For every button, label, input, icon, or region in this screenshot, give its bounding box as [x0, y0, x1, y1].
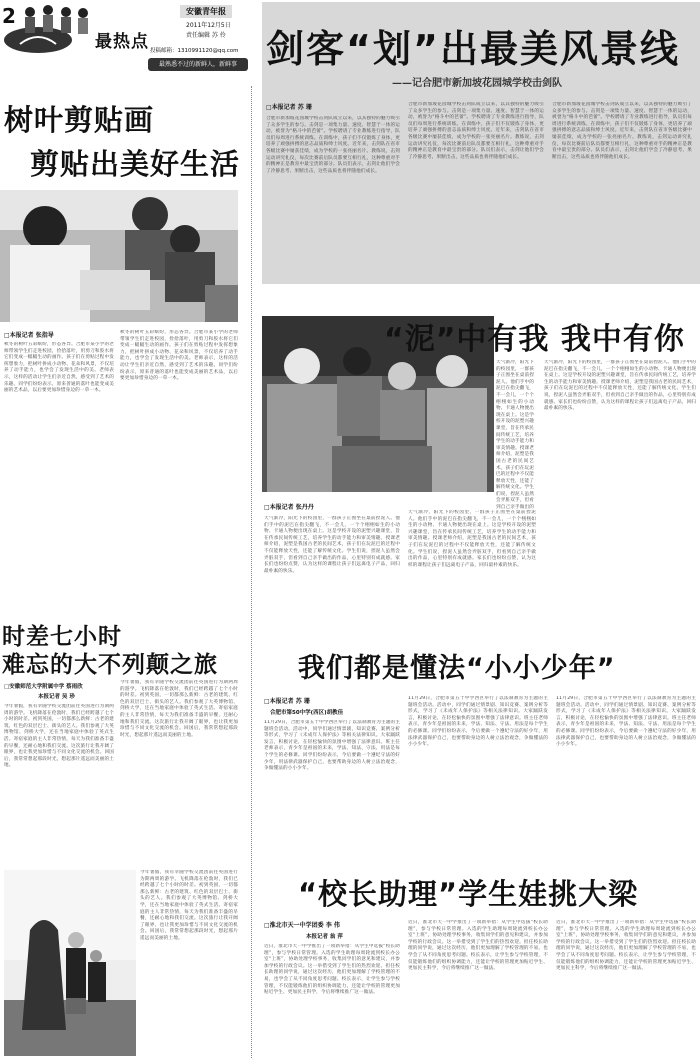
assistant-body-col2: 近日，淮北市天一中学推出了一项新举措：从学生中选拔“校长助理”，参与学校日常管理。入选的学生助理每周轮流到校长办公室“上班”，协助处理学校事务，收集同学们的意见和建议，并参加学校的行政会议。这一举措受到了学生们的热烈欢迎。担任校长助理的同学说，通过这次经历，他们更加理解了学校管理的不易，也学会了从不同角度思考问题。校长表示，让学生参与学校管理，不仅能锻炼他们的组织协调能力，还能让学校的管理更加贴近学生、更加民主科学，今后将继续推广这一做法。 — [408, 920, 548, 972]
law-byline-2: 合肥市第50中学(西区)胡教佳 — [270, 710, 344, 716]
assistant-byline-1: □淮北市天一中学团委 李 伟 — [264, 922, 340, 929]
leaf-headline-line1: 树叶剪贴画 — [4, 103, 155, 137]
assistant-headline: “校长助理”学生娃挑大梁 — [298, 877, 639, 911]
timezone-photo-image — [4, 870, 136, 1056]
leaf-body-col2: 秋冬的树叶五彩缤纷，形态各异。合肥市某小学的老师带领学生们走进校园，捡拾落叶，用剪刀和胶水将它们变成一幅幅生动的画作。孩子们在剪贴过程中发挥想象力，把树叶拼成小动物、花朵和风景，不仅培养了动手能力，也学会了发现生活中的美。老师表示，这样的活动让学生们亲近自然，感受到了艺术的乐趣。同学们纷纷表示，原来普通的落叶也能变成美丽的艺术品，以后要更加珍惜身边的一草一木。 — [120, 330, 238, 382]
timezone-headline-line1: 时差七小时 — [2, 624, 122, 650]
mud-body-col3: 天气渐冷，阳光下的校园里，一群孩子正围坐在桌前捏泥人。他们手中的泥巴在指尖翻飞，不一会儿，一个个栩栩如生的小动物、卡通人物便出现在桌上。这是学校开设的泥塑兴趣课堂，旨在传承民间传统工艺，培养学生的动手能力和审美情趣。授课老师介绍，泥塑是我国古老的民间艺术，孩子们在玩泥巴的过程中不仅能释放天性，还能了解传统文化。学生们说，捏泥人虽然会弄脏双手，但看到自己亲手做出的作品，心里特别有成就感。家长们也纷纷点赞，认为这样的课程让孩子们远离电子产品，回归最朴素的快乐。 — [544, 360, 696, 412]
law-byline-1: □本报记者 苏 珊 — [264, 698, 310, 705]
fencing-body-col1: 合肥市新加坡花园城学校击剑队成立以来，以其独特的魅力吸引了众多学生的参与。击剑是一项集力量、速度、智慧于一体的运动，被誉为“格斗中的芭蕾”。学校聘请了专业教练进行指导，队员们每周进行系统训练。在训练中，孩子们不仅锻炼了身体，更培养了顽强拼搏的意志品质和绅士风度。近年来，击剑队在省市各级比赛中屡获佳绩，成为学校的一张亮丽名片。教练说，击剑运动讲究礼仪，每次比赛前后队员都要互相行礼，这种尊重对手的精神正是教育中最宝贵的部分。队员们表示，击剑让他们学会了冷静思考、果断出击，这些品质也将伴随他们成长。 — [266, 116, 400, 174]
fencing-body-col2: 合肥市新加坡花园城学校击剑队成立以来，以其独特的魅力吸引了众多学生的参与。击剑是一项集力量、速度、智慧于一体的运动，被誉为“格斗中的芭蕾”。学校聘请了专业教练进行指导，队员们每周进行系统训练。在训练中，孩子们不仅锻炼了身体，更培养了顽强拼搏的意志品质和绅士风度。近年来，击剑队在省市各级比赛中屡获佳绩，成为学校的一张亮丽名片。教练说，击剑运动讲究礼仪，每次比赛前后队员都要互相行礼，这种尊重对手的精神正是教育中最宝贵的部分。队员们表示，击剑让他们学会了冷静思考、果断出击，这些品质也将伴随他们成长。 — [408, 102, 544, 160]
leaf-byline: □本报记者 张指导 — [4, 332, 54, 339]
tagline-banner: 最熟悉不过的新鲜人，新鲜事 — [148, 58, 248, 71]
law-body-col1: 11月29日，合肥市第五十中学西区举行了以法制教育为主题的主题班会活动。活动中，同学们通过情景剧、知识竞赛、案例分析等形式，学习了《未成年人保护法》等相关法律知识。大家踊跃发言，积极讨论，在轻松愉快的氛围中增强了法律意识。班主任老师表示，青少年是祖国的未来，学法、知法、守法、用法是每个学生的必修课。同学们纷纷表示，今后要做一个遵纪守法的好少年，用法律武器保护自己，也要帮助身边的人树立法治观念，争做懂法的小小少年。 — [264, 720, 400, 772]
law-headline: 我们都是懂法“小小少年” — [298, 653, 616, 684]
timezone-photo — [4, 870, 136, 1056]
mud-body-col2a: 天气渐冷，阳光下的校园里，一群孩子正围坐在桌前捏泥人。他们手中的泥巴在指尖翻飞，不一会儿，一个个栩栩如生的小动物、卡通人物便出现在桌上。这是学校开设的泥塑兴趣课堂，旨在传承民间传统工艺，培养学生的动手能力和审美情趣。授课老师介绍，泥塑是我国古老的民间艺术，孩子们在玩泥巴的过程中不仅能释放天性，还能了解传统文化。学生们说，捏泥人虽然会弄脏双手，但看到自己亲手做出的 — [496, 360, 534, 510]
timezone-body-col1: 今年暑假，我有幸随学校交流团前往英国进行为期两周的游学。飞机降落在伦敦时，我们已经跨越了七个小时的时差。初到英国，一切都那么新鲜：古老的建筑、红色的双层巴士、街头的艺人。我们参观了大英博物馆、剑桥大学，还在当地家庭中体验了英式生活。寄宿家庭的主人非常热情，每天为我们准备丰盛的早餐，还耐心地和我们交流。这次旅行让我开阔了眼界，也让我更加珍惜与不同文化交流的机会。回国后，我常常想起那段时光，想起那片遥远而美丽的土地。 — [4, 704, 114, 769]
assistant-body-col3: 近日，淮北市天一中学推出了一项新举措：从学生中选拔“校长助理”，参与学校日常管理。入选的学生助理每周轮流到校长办公室“上班”，协助处理学校事务，收集同学们的意见和建议，并参加学校的行政会议。这一举措受到了学生们的热烈欢迎。担任校长助理的同学说，通过这次经历，他们更加理解了学校管理的不易，也学会了从不同角度思考问题。校长表示，让学生参与学校管理，不仅能锻炼他们的组织协调能力，还能让学校的管理更加贴近学生、更加民主科学，今后将继续推广这一做法。 — [556, 920, 696, 972]
page-number: 2 — [2, 4, 17, 28]
mud-body-col1: 天气渐冷，阳光下的校园里，一群孩子正围坐在桌前捏泥人。他们手中的泥巴在指尖翻飞，不一会儿，一个个栩栩如生的小动物、卡通人物便出现在桌上。这是学校开设的泥塑兴趣课堂，旨在传承民间传统工艺，培养学生的动手能力和审美情趣。授课老师介绍，泥塑是我国古老的民间艺术，孩子们在玩泥巴的过程中不仅能释放天性，还能了解传统文化。学生们说，捏泥人虽然会弄脏双手，但看到自己亲手做出的作品，心里特别有成就感。家长们也纷纷点赞，认为这样的课程让孩子们远离电子产品，回归最朴素的快乐。 — [264, 516, 400, 574]
issue-date: 2011年12月5日 — [186, 22, 231, 29]
column-divider — [251, 86, 252, 1058]
timezone-headline-line2: 难忘的大不列颠之旅 — [2, 652, 218, 678]
mud-byline: □本报记者 张丹丹 — [264, 504, 314, 511]
timezone-byline-1: □安徽师范大学附属中学 蔡雨欣 — [4, 684, 83, 690]
law-body-col3: 11月29日，合肥市第五十中学西区举行了以法制教育为主题的主题班会活动。活动中，同学们通过情景剧、知识竞赛、案例分析等形式，学习了《未成年人保护法》等相关法律知识。大家踊跃发言，积极讨论，在轻松愉快的氛围中增强了法律意识。班主任老师表示，青少年是祖国的未来，学法、知法、守法、用法是每个学生的必修课。同学们纷纷表示，今后要做一个遵纪守法的好少年，用法律武器保护自己，也要帮助身边的人树立法治观念，争做懂法的小小少年。 — [556, 696, 696, 748]
column-name: 最热点 — [95, 32, 149, 52]
assistant-byline-2: 本报记者 翁 萍 — [306, 934, 343, 940]
fencing-byline: □本报记者 苏 珊 — [266, 104, 312, 111]
timezone-body-col2: 今年暑假，我有幸随学校交流团前往英国进行为期两周的游学。飞机降落在伦敦时，我们已经跨越了七个小时的时差。初到英国，一切都那么新鲜：古老的建筑、红色的双层巴士、街头的艺人。我们参观了大英博物馆、剑桥大学，还在当地家庭中体验了英式生活。寄宿家庭的主人非常热情，每天为我们准备丰盛的早餐，还耐心地和我们交流。这次旅行让我开阔了眼界，也让我更加珍惜与不同文化交流的机会。回国后，我常常想起那段时光，想起那片遥远而美丽的土地。 — [120, 680, 238, 738]
contact-line: 投稿邮箱：1310991120@qq.com — [150, 48, 239, 54]
leaf-body-col1: 秋冬的树叶五彩缤纷，形态各异。合肥市某小学的老师带领学生们走进校园，捡拾落叶，用剪刀和胶水将它们变成一幅幅生动的画作。孩子们在剪贴过程中发挥想象力，把树叶拼成小动物、花朵和风景，不仅培养了动手能力，也学会了发现生活中的美。老师表示，这样的活动让学生们亲近自然，感受到了艺术的乐趣。同学们纷纷表示，原来普通的落叶也能变成美丽的艺术品，以后要更加珍惜身边的一草一木。 — [4, 342, 114, 394]
mud-headline: “泥”中有我 我中有你 — [384, 322, 685, 357]
paper-name: 安徽青年报 — [180, 5, 232, 18]
editor-line: 责任编辑 苏 伶 — [186, 32, 226, 39]
fencing-headline: 剑客“划”出最美风景线 — [266, 27, 680, 71]
masthead — [0, 0, 252, 82]
fencing-subtitle: ——记合肥市新加坡花园城学校击剑队 — [392, 78, 562, 89]
timezone-body-col3: 今年暑假，我有幸随学校交流团前往英国进行为期两周的游学。飞机降落在伦敦时，我们已经跨越了七个小时的时差。初到英国，一切都那么新鲜：古老的建筑、红色的双层巴士、街头的艺人。我们参观了大英博物馆、剑桥大学，还在当地家庭中体验了英式生活。寄宿家庭的主人非常热情，每天为我们准备丰盛的早餐，还耐心地和我们交流。这次旅行让我开阔了眼界，也让我更加珍惜与不同文化交流的机会。回国后，我常常想起那段时光，想起那片遥远而美丽的土地。 — [140, 870, 238, 941]
mud-body-col2: 天气渐冷，阳光下的校园里，一群孩子正围坐在桌前捏泥人。他们手中的泥巴在指尖翻飞，不一会儿，一个个栩栩如生的小动物、卡通人物便出现在桌上。这是学校开设的泥塑兴趣课堂，旨在传承民间传统工艺，培养学生的动手能力和审美情趣。授课老师介绍，泥塑是我国古老的民间艺术，孩子们在玩泥巴的过程中不仅能释放天性，还能了解传统文化。学生们说，捏泥人虽然会弄脏双手，但看到自己亲手做出的作品，心里特别有成就感。家长们也纷纷点赞，认为这样的课程让孩子们远离电子产品，回归最朴素的快乐。 — [408, 510, 536, 568]
fencing-body-col3: 合肥市新加坡花园城学校击剑队成立以来，以其独特的魅力吸引了众多学生的参与。击剑是一项集力量、速度、智慧于一体的运动，被誉为“格斗中的芭蕾”。学校聘请了专业教练进行指导，队员们每周进行系统训练。在训练中，孩子们不仅锻炼了身体，更培养了顽强拼搏的意志品质和绅士风度。近年来，击剑队在省市各级比赛中屡获佳绩，成为学校的一张亮丽名片。教练说，击剑运动讲究礼仪，每次比赛前后队员都要互相行礼，这种尊重对手的精神正是教育中最宝贵的部分。队员们表示，击剑让他们学会了冷静思考、果断出击，这些品质也将伴随他们成长。 — [552, 102, 692, 160]
leaf-photo-image — [0, 190, 238, 322]
leaf-photo — [0, 190, 238, 322]
law-body-col2: 11月29日，合肥市第五十中学西区举行了以法制教育为主题的主题班会活动。活动中，同学们通过情景剧、知识竞赛、案例分析等形式，学习了《未成年人保护法》等相关法律知识。大家踊跃发言，积极讨论，在轻松愉快的氛围中增强了法律意识。班主任老师表示，青少年是祖国的未来，学法、知法、守法、用法是每个学生的必修课。同学们纷纷表示，今后要做一个遵纪守法的好少年，用法律武器保护自己，也要帮助身边的人树立法治观念，争做懂法的小小少年。 — [408, 696, 548, 748]
timezone-byline-2: 本报记者 吴 珍 — [38, 694, 75, 700]
assistant-body-col1: 近日，淮北市天一中学推出了一项新举措：从学生中选拔“校长助理”，参与学校日常管理。入选的学生助理每周轮流到校长办公室“上班”，协助处理学校事务，收集同学们的意见和建议，并参加学校的行政会议。这一举措受到了学生们的热烈欢迎。担任校长助理的同学说，通过这次经历，他们更加理解了学校管理的不易，也学会了从不同角度思考问题。校长表示，让学生参与学校管理，不仅能锻炼他们的组织协调能力，还能让学校的管理更加贴近学生、更加民主科学，今后将继续推广这一做法。 — [264, 944, 400, 996]
fencing-box — [262, 2, 700, 284]
leaf-headline-line2: 剪贴出美好生活 — [30, 147, 241, 181]
